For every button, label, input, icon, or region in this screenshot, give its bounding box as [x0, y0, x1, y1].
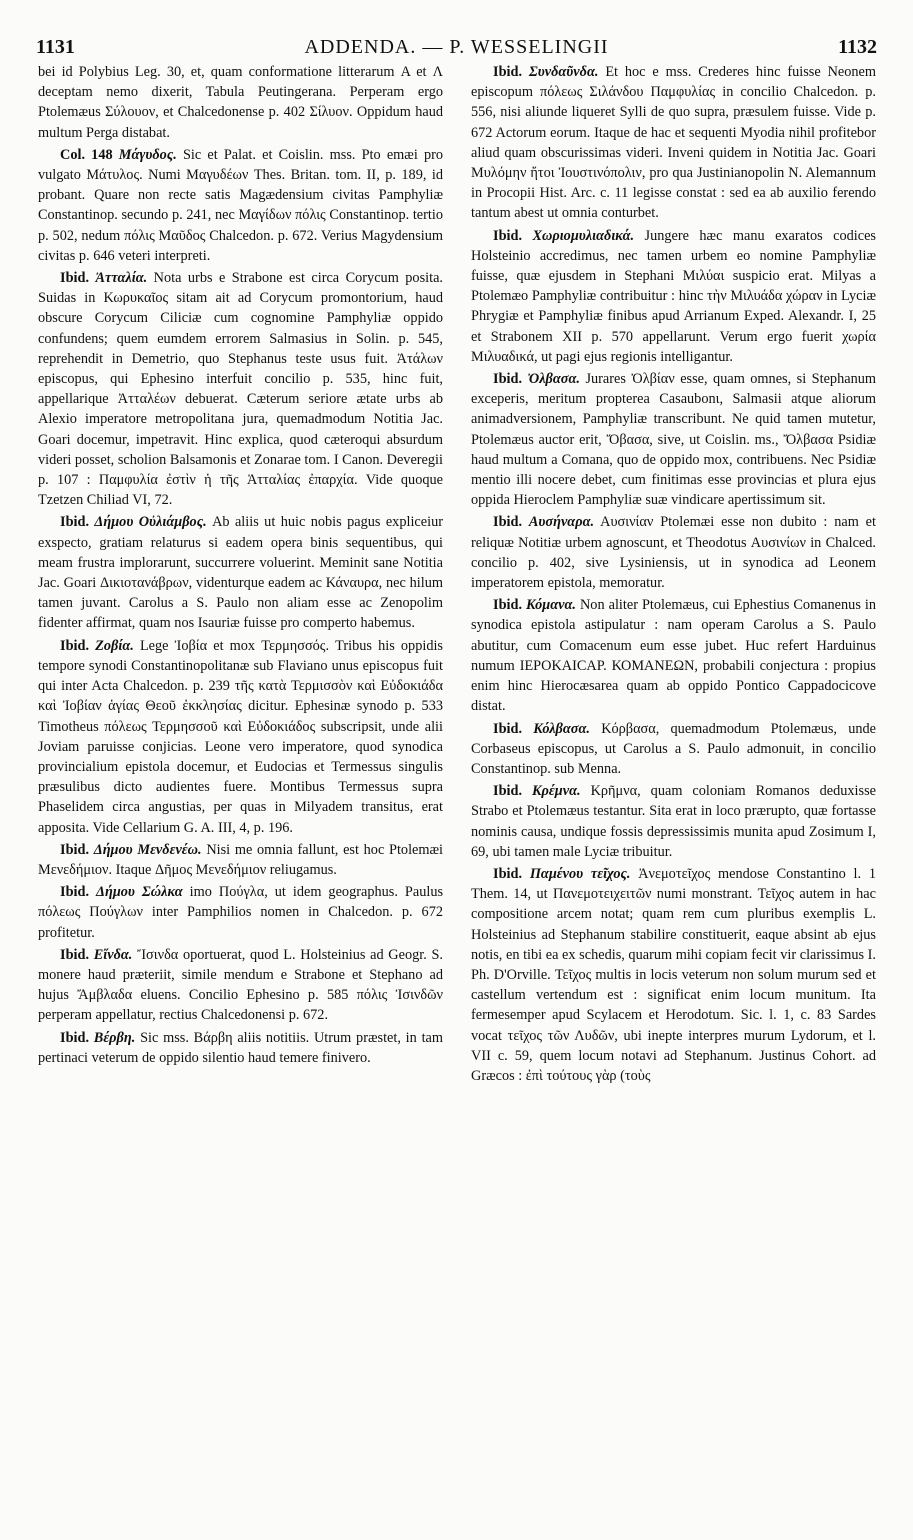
entry-lemma: Ἀτταλία.	[95, 270, 148, 287]
entry-paragraph	[38, 945, 443, 1026]
entry-text: Jurares Ὀλβίαν esse, quam omnes, si Stephanum exceperis, meritum propterea Casaubonι, Salmasii atque aliorum animadversionem, Pamphyliæ transcribunt. Ne quid tamen mutetur, Ptolemæus auctor erit, Ὄβασα, sive, ut Coislin. ms., Ὄλβασα Psidiæ haud multum a Comana, quo de oppido mox, contribuens. Nec Psidiæ mentio illi nocere debet, cum finitimas esse provincias et plura ejus oppida Hieroclem Pamphyliæ suæ vindicare apertissimum sit.	[471, 371, 876, 509]
entry-lemma: Βέρβη.	[93, 1029, 136, 1046]
entry-lemma: Ὀλβασα.	[527, 371, 580, 388]
entry-text: imo Πούγλα, ut idem geographus. Paulus πόλεως Πούγλων inter Pamphilios nomen in Chalcedon. p. 672 profitetur.	[38, 884, 443, 941]
entry-reference: Ibid.	[493, 865, 523, 882]
entry-lemma: Παμένου τεῖχος.	[529, 865, 631, 882]
entry-reference: Ibid.	[60, 514, 90, 531]
entry-paragraph	[471, 62, 876, 224]
entry-paragraph	[471, 781, 876, 862]
page-number-left: 1131	[36, 36, 75, 58]
entry-paragraph	[471, 369, 876, 510]
entry-lemma: Δήμου Σώλκα	[96, 884, 183, 901]
entry-paragraph	[471, 512, 876, 593]
left-text-column	[38, 62, 443, 1530]
entry-lemma: Δήμου Μενδενέω.	[93, 841, 202, 858]
entry-text: Ἀνεμοτεῖχος mendose Constantino l. 1 Them. 14, ut Πανεμοτειχειτῶν numi monstrant. Τεῖχος autem in hac compositione arcem notat; quam rem cum pluribus exemplis L. Holsteinius ad Stephanum stabilire constituerit, eaque absint ab ejus notis, en tibi ea ex schedis, quarum mihi copiam fecit vir clarissimus I. Ph. D'Orville. Τεῖχος multis in locis veterum non solum murum sed et castellum vertendum est : significat enim locum munitum. Ita fermesemper apud Scylacem et Herodotum. Sic. l. 1, c. 83 Sardes vocat τεῖχος τῶν Λυδῶν, ubi inepte interpres murum Lydorum, et l. VII c. 59, quem locum notavi ad Stephanum. Justinus Cohort. ad Græcos : ἐπὶ τούτους γὰρ (τοὺς	[471, 865, 876, 1084]
entry-reference: Ibid.	[493, 783, 523, 800]
entry-paragraph	[38, 268, 443, 510]
entry-lemma: Ζοβία.	[95, 637, 134, 654]
entry-lemma: Δήμου Οὐλιάμβος.	[94, 514, 207, 531]
entry-reference: Ibid.	[493, 720, 523, 737]
entry-text: Αυσινίαν Ptolemæi esse non dubito : nam et reliquæ Notitiæ urbem agnoscunt, et Theodotus Αυσινίων in Chalced. concilio p. 402, sive Lysiniensis, ut in synodica ad Leonem imperatorem epistola, memoratur.	[471, 514, 876, 592]
entry-reference: Ibid.	[493, 227, 523, 244]
entry-lemma: Χωριομυλιαδικά.	[532, 227, 635, 244]
entry-lemma: Συνδαῦνδα.	[528, 64, 599, 80]
page-number-right: 1132	[838, 36, 877, 58]
entry-paragraph	[471, 719, 876, 780]
entry-lemma: Αυσήναρα.	[528, 514, 595, 531]
entry-paragraph	[471, 864, 876, 1086]
entry-reference: Ibid.	[60, 884, 90, 901]
entry-text: Ἴσινδα oportuerat, quod L. Holsteinius ad Geogr. S. monere haud præteriit, simile mendum e Strabone et Stephano ad hujus Ἄμβλαδα eluens. Concilio Ephesino p. 585 πόλις Ἰσινδῶν perperam appellatur, rectius Chalcedonensi p. 672.	[38, 946, 443, 1024]
entry-reference: Ibid.	[60, 946, 90, 963]
entry-reference: Ibid.	[493, 597, 523, 614]
entry-text: Nota urbs e Strabone est circa Corycum posita. Suidas in Κωρυκαῖος sitam ait ad Corycum promontorium, haud obscure Corycum Ciliciæ cum cognomine Pamphyliæ oppido confundens; quem eumdem errorem Salmasius in Solin. p. 545, reprehendit in Demetrio, quo Stephanus teste usus fuit. Ἀτάλων episcopus, qui Ephesino interfuit concilio p. 535, hinc fuit, appellarique Ἀτταλέων debuerat. Cæterum seriore ætate urbs ab Alexio imperatore metropolitana jura, quemadmodum Notitia Jac. Goari docemur, impetravit. Hinc explica, quod cæteroqui absurdum videri posset, scholion Balsamonis et Zonarae tom. I Canon. Deveregii p. 107 : Παμφυλία ἐστὶν ἡ τῆς Ἀτταλίας ἐπαρχία. Vide quoque Tzetzen Chiliad VI, 72.	[38, 270, 443, 509]
entry-text: bei id Polybius Leg. 30, et, quam conformatione litterarum Α et Λ deceptam nemo dixerit, Tabula Peutingerana. Perperam ergo Ptolemæus Σύλουον, et Chalcedonense p. 402 Σίλυον. Oppidum haud multum Perga distabat.	[38, 64, 443, 141]
entry-lemma: Κόμανα.	[526, 597, 576, 614]
entry-paragraph	[38, 1028, 443, 1068]
entry-paragraph	[38, 840, 443, 880]
entry-text: Sic mss. Βάρβη aliis notitiis. Utrum præstet, in tam pertinaci veterum de oppido silentio haud temere finivero.	[38, 1029, 443, 1066]
entry-lemma: Κόλβασα.	[533, 720, 590, 737]
entry-lemma: Μάγυδος.	[118, 146, 177, 163]
entry-paragraph	[38, 512, 443, 633]
entry-paragraph	[38, 145, 443, 266]
entry-paragraph	[38, 636, 443, 838]
entry-reference: Col. 148	[60, 146, 113, 163]
entry-text: Κρῆμνα, quam coloniam Romanos deduxisse Strabo et Ptolemæus testantur. Sita erat in loco prærupto, quæ fortasse nominis causa, undique fossis depressissimis munita apud Zosimum I, 69, ubi tamen male Lyciæ tribuitur.	[471, 783, 876, 860]
entry-text: Non aliter Ptolemæus, cui Ephestius Comanenus in synodica epistola astipulatur : nam operam Carolus a S. Paulo abutitur, cum Comacenum eum esse jubet. Huc refert Harduinus numum ΙΕΡΟΚΑΙCΑΡ. ΚΟΜΑΝΕΩΝ, probabili conjectura : propius enim hinc Hierocæsarea quam ab oppido Pontico Cappadocicove distat.	[471, 597, 876, 715]
entry-reference: Ibid.	[493, 64, 523, 80]
entry-lemma: Κρέμνα.	[532, 783, 581, 800]
entry-paragraph	[471, 595, 876, 716]
entry-reference: Ibid.	[60, 841, 90, 858]
entry-paragraph	[38, 882, 443, 943]
entry-paragraph	[38, 62, 443, 143]
entry-lemma: Εἴνδα.	[93, 946, 133, 963]
entry-reference: Ibid.	[493, 371, 523, 388]
page-header	[36, 36, 877, 60]
entry-text: Lege Ἰοβία et mox Τερμησσός. Tribus his oppidis tempore synodi Constantinopolitanæ sub Flaviano unus episcopus fuit qui inter Acta Chalcedon. p. 239 τῆς κατὰ Τερμισσὸν καὶ Εὐδοκιάδα καὶ Ἰοβίαν ἁγίας Θεοῦ ἐκκλησίας dicitur. Ephesinæ synodo p. 533 Timotheus πόλεως Τερμησσοῦ καὶ Εὐδοκιάδος subscripsit, unde alii Joviam paruisse conjicias. Leone vero imperatore, quod synodica provincialium epistola docemur, et Eudocias et Termessus singulis præsulibus dicto audientes fuere. Montibus Termessus supra Phaselidem circa angustias, per quas in Milyadem transitus, erat apposita. Vide Cellarium G. A. III, 4, p. 196.	[38, 637, 443, 836]
entry-text: Κόρβασα, quemadmodum Ptolemæus, unde Corbaseus episcopus, ut Carolus a S. Paulo admonuit, in concilio Constantinop. sub Menna.	[471, 720, 876, 777]
entry-text: Nisi me omnia fallunt, est hoc Ptolemæi Μενεδήμιον. Itaque Δῆμος Μενεδήμιον reliugamus.	[38, 841, 443, 878]
right-text-column	[471, 62, 876, 1530]
entry-text: Jungere hæc manu exaratos codices Holsteinio accredimus, nec tamen urbem eo nomine Pamphyliæ fuisse, quæ ejusdem in Stephani Μιλύαι suspicio erat. Milyas a Ptolemæo Pamphyliæ contribuitur : hinc τὴν Μιλυάδα χώραν in Lyciæ Phrygiæ et Pamphyliæ finibus apud Arrianum Exped. Alexandr. I, 25 et Strabonem XII p. 570 appellarunt. Verum ergo fuerit χωρία Μιλυαδικά, ut pagi ejus regionis intelligantur.	[471, 227, 876, 365]
entry-text: Et hoc e mss. Crederes hinc fuisse Neonem episcopum πόλεως Σιλάνδου Παμφυλίας in concilio Chalcedon. p. 556, nisi aliunde liqueret Sylli de quo supra, præsulem fuisse. Vide p. 672 Actorum eorum. Itaque de hac et sequenti Myodia nihil profitebor aliud quam obscurissimas videri. Inveni quidem in Notitia Jac. Goari Μυλόμην ἤτοι Ἰουστινόπολιν, pro qua Justinianopolin N. Alemannum in Procopii Hist. Arc. c. 11 legisse constat : sed ea ab auxilio ferendo tantum abest ut omnia conturbet.	[471, 64, 876, 222]
entry-reference: Ibid.	[60, 1029, 90, 1046]
entry-text: Sic et Palat. et Coislin. mss. Pto emæi pro vulgato Μάτυλος. Numi Μαγυδέων Thes. Britan. tom. II, p. 189, id probant. Quare non recte satis Magædensium civitas Pamphyliæ Constantinop. secundo p. 241, nec Μαγίδων πόλις Constantinop. tertio p. 502, nedum πόλις Μαῦδος Chalcedon. p. 672. Verius Magydensium civitas p. 646 veteri interpreti.	[38, 146, 443, 264]
running-title: ADDENDA. — P. WESSELINGII	[304, 36, 609, 58]
entry-reference: Ibid.	[493, 514, 523, 531]
entry-text: Ab aliis ut huic nobis pagus expliceiur exspecto, gratiam relaturus si eadem opera binis sequentibus, qui meam frustra implorarunt, succurrere voluerint. Meminit sane Notitia Jac. Goari Δικιοτανάβρων, videnturque eadem ac Κάναυρα, nec hilum tamen juvant. Carolus a S. Paulo non aliam esse ac Zenopolim fidenter affirmat, quam nos Isauriæ fuisse pro comperto habemus.	[38, 514, 443, 632]
entry-paragraph	[471, 226, 876, 367]
entry-reference: Ibid.	[60, 637, 90, 654]
entry-reference: Ibid.	[60, 270, 90, 287]
